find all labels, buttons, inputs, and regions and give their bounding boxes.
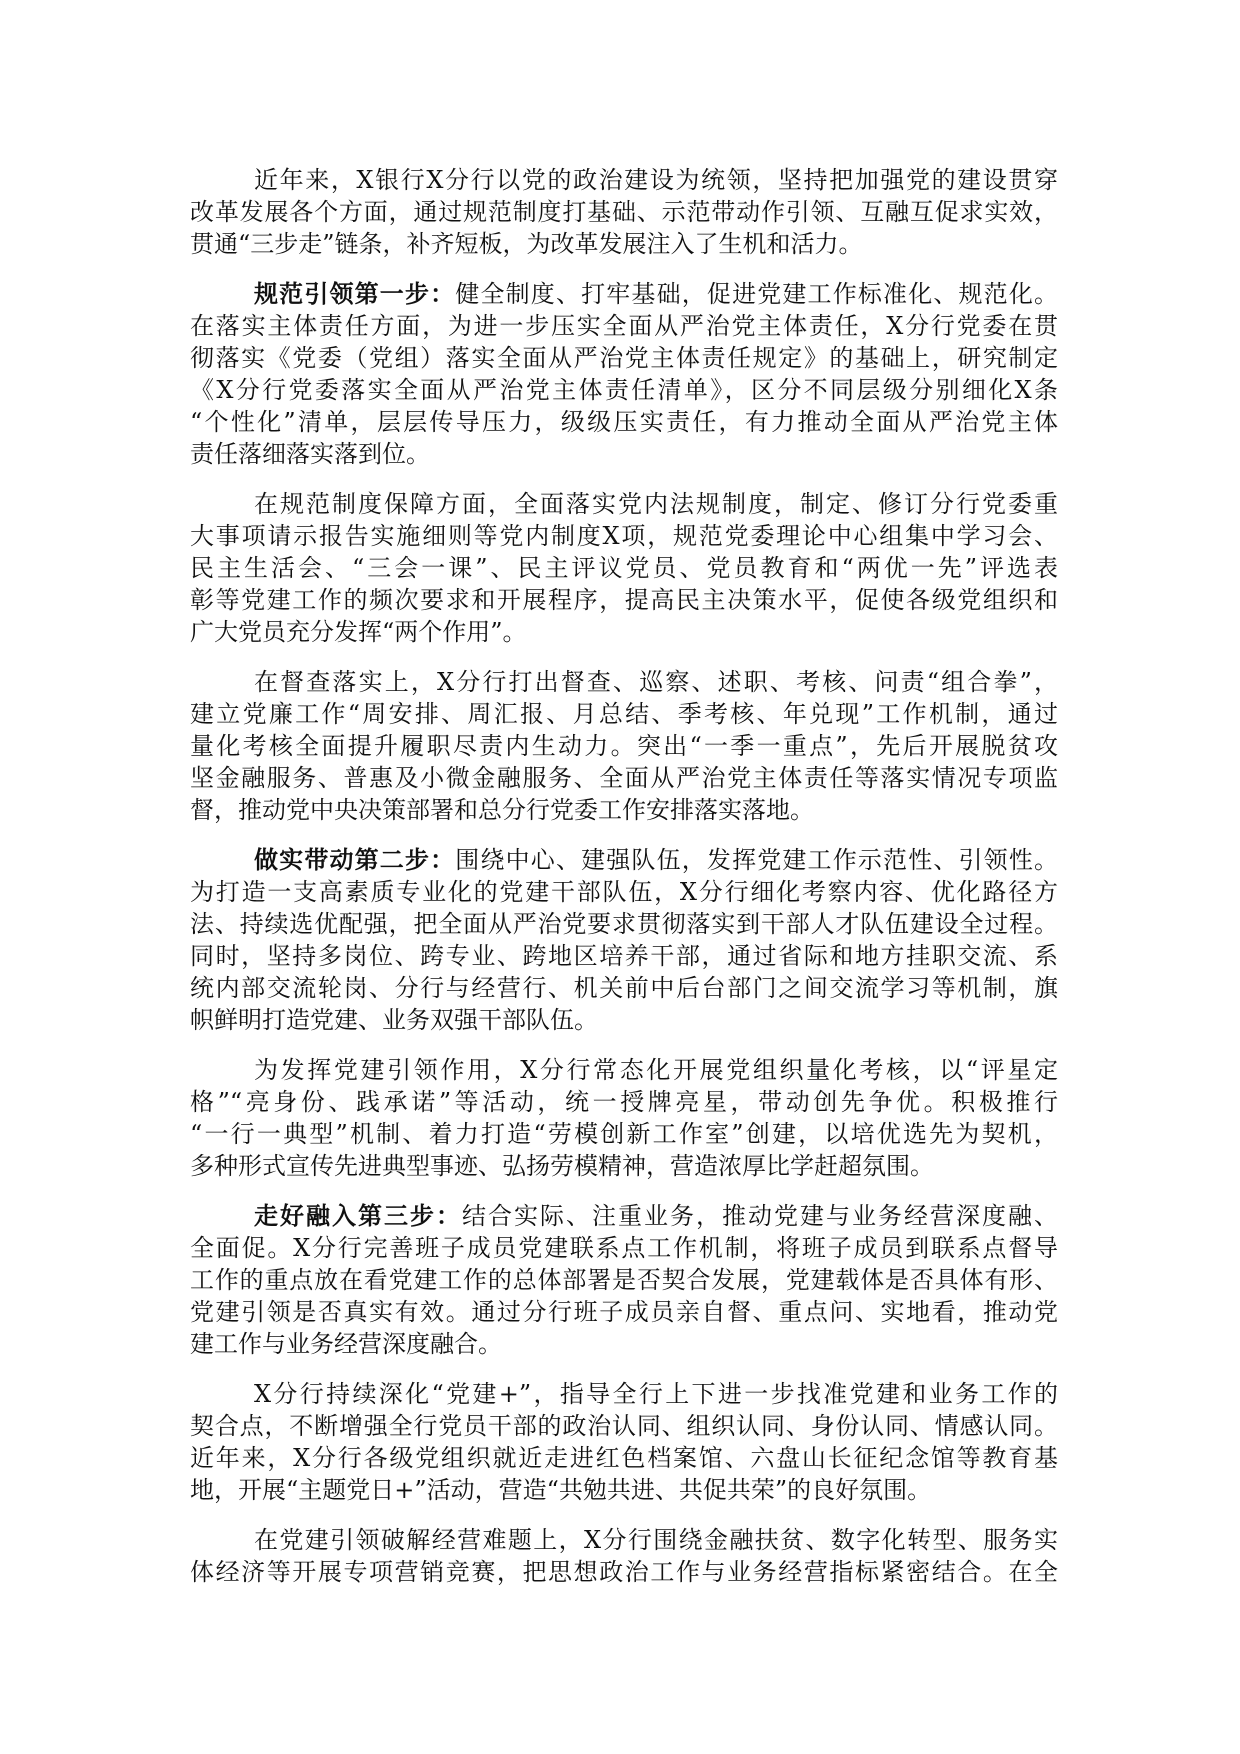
line-text: “个性化”清单，层层传导压力，级级压实责任，有力推动全面从严治党主体	[190, 408, 1058, 436]
line-text: 广大党员充分发挥“两个作用”。	[190, 618, 527, 646]
line-text: 民主生活会、“三会一课”、民主评议党员、党员教育和“两优一先”评选表	[190, 554, 1058, 582]
line-text: 坚金融服务、普惠及小微金融服务、全面从严治党主体责任等落实情况专项监	[190, 764, 1058, 792]
line-text: 责任落细落实落到位。	[190, 440, 430, 468]
text-line	[190, 730, 1058, 762]
section-heading: 走好融入第三步：	[254, 1201, 462, 1230]
text-line	[190, 278, 1058, 310]
text-line	[190, 908, 1058, 940]
text-line	[190, 1378, 1058, 1410]
line-text: 围绕中心、建强队伍，发挥党建工作示范性、引领性。	[455, 846, 1059, 874]
text-line	[190, 1264, 1058, 1296]
text-line	[190, 406, 1058, 438]
line-text: 在落实主体责任方面，为进一步压实全面从严治党主体责任，X分行党委在贯	[190, 312, 1058, 340]
text-line	[190, 1232, 1058, 1264]
line-text: 在党建引领破解经营难题上，X分行围绕金融扶贫、数字化转型、服务实	[254, 1526, 1058, 1554]
line-text: 契合点，不断增强全行党员干部的政治认同、组织认同、身份认同、情感认同。	[190, 1412, 1058, 1440]
text-line	[190, 1150, 1058, 1182]
section-heading: 规范引领第一步：	[254, 279, 456, 308]
text-line	[190, 228, 1058, 260]
text-line	[190, 1296, 1058, 1328]
text-line	[190, 488, 1058, 520]
line-text: 统内部交流轮岗、分行与经营行、机关前中后台部门之间交流学习等机制，旗	[190, 974, 1058, 1002]
line-text: 体经济等开展专项营销竞赛，把思想政治工作与业务经营指标紧密结合。在全	[190, 1558, 1058, 1586]
line-text: 党建引领是否真实有效。通过分行班子成员亲自督、重点问、实地看，推动党	[190, 1298, 1058, 1326]
text-line	[190, 584, 1058, 616]
line-text: 建立党廉工作“周安排、周汇报、月总结、季考核、年兑现”工作机制，通过	[190, 700, 1058, 728]
text-line	[190, 520, 1058, 552]
text-line	[190, 972, 1058, 1004]
text-line	[190, 666, 1058, 698]
line-text: 近年来，X银行X分行以党的政治建设为统领，坚持把加强党的建设贯穿	[254, 166, 1058, 194]
paragraph	[190, 164, 1058, 260]
text-line	[190, 1328, 1058, 1360]
line-text: 健全制度、打牢基础，促进党建工作标准化、规范化。	[455, 280, 1059, 308]
text-line	[190, 164, 1058, 196]
text-line	[190, 1556, 1058, 1588]
line-text: 全面促。X分行完善班子成员党建联系点工作机制，将班子成员到联系点督导	[190, 1234, 1058, 1262]
line-text: 在规范制度保障方面，全面落实党内法规制度，制定、修订分行党委重	[254, 490, 1058, 518]
paragraph	[190, 1054, 1058, 1182]
line-text: 地，开展“主题党日+”活动，营造“共勉共进、共促共荣”的良好氛围。	[190, 1476, 932, 1504]
text-line	[190, 616, 1058, 648]
text-line	[190, 1054, 1058, 1086]
line-text: “一行一典型”机制、着力打造“劳模创新工作室”创建，以培优选先为契机，	[190, 1120, 1058, 1148]
line-text: 法、持续选优配强，把全面从严治党要求贯彻落实到干部人才队伍建设全过程。	[190, 910, 1058, 938]
line-text: 量化考核全面提升履职尽责内生动力。突出“一季一重点”，先后开展脱贫攻	[190, 732, 1058, 760]
text-line	[190, 844, 1058, 876]
line-text: 大事项请示报告实施细则等党内制度X项，规范党委理论中心组集中学习会、	[190, 522, 1058, 550]
line-text: 改革发展各个方面，通过规范制度打基础、示范带动作引领、互融互促求实效，	[190, 198, 1058, 226]
line-text: 多种形式宣传先进典型事迹、弘扬劳模精神，营造浓厚比学赶超氛围。	[190, 1152, 934, 1180]
text-line	[190, 310, 1058, 342]
line-text: 在督查落实上，X分行打出督查、巡察、述职、考核、问责“组合拳”，	[254, 668, 1058, 696]
paragraph	[190, 666, 1058, 826]
text-line	[190, 374, 1058, 406]
line-text: 为发挥党建引领作用，X分行常态化开展党组织量化考核，以“评星定	[254, 1056, 1058, 1084]
line-text: 督，推动党中央决策部署和总分行党委工作安排落实落地。	[190, 796, 814, 824]
text-line	[190, 940, 1058, 972]
text-line	[190, 1524, 1058, 1556]
line-text: 结合实际、注重业务，推动党建与业务经营深度融、	[462, 1202, 1058, 1230]
document-body	[190, 164, 1058, 1606]
text-line	[190, 762, 1058, 794]
line-text: 格”“亮身份、践承诺”等活动，统一授牌亮星，带动创先争优。积极推行	[190, 1088, 1058, 1116]
text-line	[190, 342, 1058, 374]
line-text: 同时，坚持多岗位、跨专业、跨地区培养干部，通过省际和地方挂职交流、系	[190, 942, 1058, 970]
text-line	[190, 1474, 1058, 1506]
text-line	[190, 438, 1058, 470]
line-text: 为打造一支高素质专业化的党建干部队伍，X分行细化考察内容、优化路径方	[190, 878, 1058, 906]
text-line	[190, 876, 1058, 908]
paragraph	[190, 278, 1058, 470]
text-line	[190, 1004, 1058, 1036]
text-line	[190, 1410, 1058, 1442]
paragraph	[190, 1378, 1058, 1506]
text-line	[190, 698, 1058, 730]
line-text: 近年来，X分行各级党组织就近走进红色档案馆、六盘山长征纪念馆等教育基	[190, 1444, 1058, 1472]
line-text: 帜鲜明打造党建、业务双强干部队伍。	[190, 1006, 598, 1034]
paragraph	[190, 844, 1058, 1036]
line-text: X分行持续深化“党建+”，指导全行上下进一步找准党建和业务工作的	[254, 1380, 1058, 1408]
text-line	[190, 196, 1058, 228]
line-text: 彻落实《党委（党组）落实全面从严治党主体责任规定》的基础上，研究制定	[190, 344, 1058, 372]
line-text: 贯通“三步走”链条，补齐短板，为改革发展注入了生机和活力。	[190, 230, 863, 258]
line-text: 工作的重点放在看党建工作的总体部署是否契合发展，党建载体是否具体有形、	[190, 1266, 1058, 1294]
text-line	[190, 794, 1058, 826]
line-text: 建工作与业务经营深度融合。	[190, 1330, 502, 1358]
paragraph	[190, 1524, 1058, 1588]
text-line	[190, 552, 1058, 584]
line-text: 彰等党建工作的频次要求和开展程序，提高民主决策水平，促使各级党组织和	[190, 586, 1058, 614]
paragraph	[190, 1200, 1058, 1360]
text-line	[190, 1200, 1058, 1232]
section-heading: 做实带动第二步：	[254, 845, 456, 874]
text-line	[190, 1118, 1058, 1150]
line-text: 《X分行党委落实全面从严治党主体责任清单》，区分不同层级分别细化X条	[190, 376, 1058, 404]
text-line	[190, 1086, 1058, 1118]
text-line	[190, 1442, 1058, 1474]
paragraph	[190, 488, 1058, 648]
